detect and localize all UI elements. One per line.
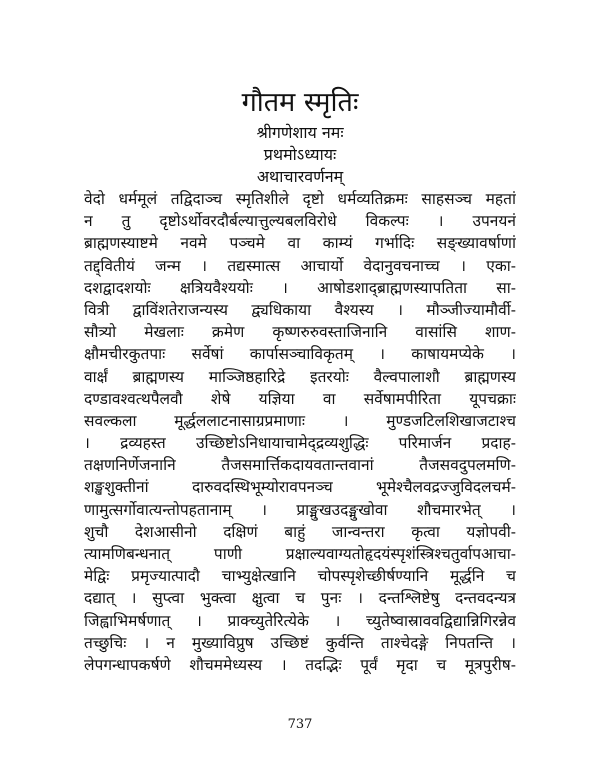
text-line: शुचौ देशआसीनो दक्षिणं बाहुं जान्वन्तरा कृत्वा यज्ञोपवी- (84, 522, 516, 541)
chapter-heading: प्रथमोऽध्यायः (263, 145, 337, 164)
text-line: न तु दृष्टोऽर्थोवरदौर्बल्यात्तुल्यबलविरोधे विकल्पः । उपनयनं (84, 212, 516, 231)
document-title: गौतम स्मृतिः (241, 87, 359, 118)
text-line: मेद्विः प्रमृज्यात्पादौ चाभ्युक्षेत्खानि चोपस्पृशेच्छीर्षण्यानि मूर्द्धनि च (84, 567, 516, 586)
text-line: तद्द्वितीयं जन्म । तद्यस्मात्स आचार्यो वेदानुवचनाच्च । एका- (84, 256, 516, 275)
text-line: सवल्कला मूर्द्धललाटनासाग्रप्रमाणाः । मुण्डजटिलशिखाजटाश्च (84, 411, 516, 430)
text-line: त्यामणिबन्धनात् पाणी प्रक्षाल्यवाग्यतोहृदयंस्पृशंस्त्रिश्चतुर्वापआचा- (84, 545, 516, 563)
text-line: तक्षणनिर्णेजनानि तैजसमार्त्तिकदायवतान्तवानां तैजसवदुपलमणि- (84, 456, 516, 475)
page-number: 737 (287, 717, 313, 732)
text-line: जिह्वाभिमर्षणात् । प्राक्च्युतेरित्येके । च्युतेष्वास्राववद्विद्यान्निगिरन्नेव (84, 611, 516, 630)
text-line: क्षौमचीरकुतपाः सर्वेषां कार्पासञ्चाविकृतम् । काषायमप्येके । (84, 345, 516, 364)
body-text (84, 188, 516, 676)
text-line: वेदो धर्ममूलं तद्विदाञ्च स्मृतिशीले दृष्टो धर्मव्यतिक्रमः साहसञ्च महतां (84, 190, 516, 208)
text-line: दशद्वादशयोः क्षत्रियवैश्ययोः । आषोडशाद्ब्राह्मणस्यापतिता सा- (84, 278, 516, 297)
text-line: शङ्खशुक्तीनां दारुवदस्थिभूम्योरावपनञ्च भूमेश्चैलवद्रज्जुविदलचर्म- (84, 478, 516, 497)
text-line: लेपगन्धापकर्षणे शौचममेध्यस्य । तदद्भिः पूर्वं मृदा च मूत्रपुरीष- (84, 655, 516, 674)
text-line: सौत्र्यो मेखलाः क्रमेण कृष्णरुरुवस्ताजिनानि वासांसि शाण- (84, 323, 516, 342)
text-line: वार्क्षं ब्राह्मणस्य माञ्जिष्ठहारिद्रे इतरयोः वैल्वपालाशौ ब्राह्मणस्य (84, 367, 516, 386)
text-line: णामुत्सर्गोवात्यन्तोपहतानाम् । प्राङ्मुखउदङ्मुखोवा शौचमारभेत् । (84, 500, 516, 519)
text-line: ब्राह्मणस्याष्टमे नवमे पञ्चमे वा काम्यं गर्भादिः सङ्ख्यावर्षाणां (84, 234, 516, 253)
text-line: दद्यात् । सुप्त्वा भुक्त्वा क्षुत्वा च पुनः । दन्तश्लिष्टेषु दन्तवदन्यत्र (84, 589, 516, 608)
text-line: तच्छुचिः । न मुख्याविप्रुष उच्छिष्टं कुर्वन्ति ताश्चेदङ्गे निपतन्ति । (84, 633, 516, 652)
invocation-heading: श्रीगणेशाय नमः (256, 123, 344, 142)
text-line: वित्री द्वाविंशतेराजन्यस्य द्व्यधिकाया वैश्यस्य । मौञ्जीज्यामौर्वी- (84, 300, 516, 319)
text-line: दण्डावश्वत्थपैलवौ शेषे यज्ञिया वा सर्वेषामपीरिता यूपचक्राः (84, 389, 516, 408)
text-line: । द्रव्यहस्त उच्छिष्टोऽनिधायाचामेद्द्रव्यशुद्धिः परिमार्जन प्रदाह- (84, 434, 516, 453)
section-heading: अथाचारवर्णनम् (256, 167, 344, 186)
